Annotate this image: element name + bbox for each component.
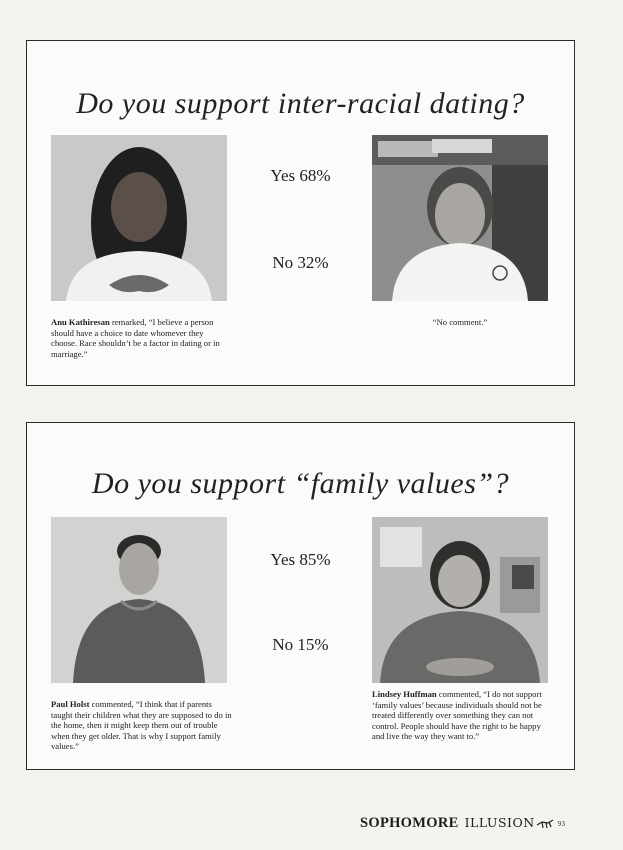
portrait-image <box>51 517 227 683</box>
yes-percentage: Yes 68% <box>270 166 331 185</box>
poll-question: Do you support inter-racial dating? <box>76 87 525 120</box>
student-photo-left <box>51 517 227 683</box>
student-photo-right <box>372 135 548 301</box>
student-name: Lindsey Huffman <box>372 689 437 699</box>
student-quote-left <box>51 317 231 359</box>
poll-panel-interracial-dating <box>26 40 575 386</box>
student-photo-right <box>372 517 548 683</box>
poll-question: Do you support “family values”? <box>91 467 510 500</box>
quote-text: commented, “I do not support ‘family values’ because individuals should not be treated differently over something they can not control. People should have the right to be happy and live the way they want to.” <box>372 689 542 741</box>
quote-text: remarked, “I believe a person should have a choice to date whomever they choose. Race shouldn’t be a factor in dating or in marriage.” <box>51 317 220 359</box>
yes-percentage: Yes 85% <box>270 550 331 569</box>
portrait-image <box>372 135 548 301</box>
portrait-image <box>372 517 548 683</box>
page-number: 93 <box>557 819 566 828</box>
quote-text: “No comment.” <box>432 317 488 327</box>
student-quote-left <box>51 699 235 752</box>
jacket-mascot-icon <box>536 819 554 829</box>
no-percentage: No 15% <box>272 635 329 654</box>
student-photo-left <box>51 135 227 301</box>
student-quote-right <box>372 689 550 742</box>
yearbook-title: ILLUSION <box>464 815 535 830</box>
student-name: Anu Kathiresan <box>51 317 110 327</box>
student-name: Paul Holst <box>51 699 90 709</box>
page-footer <box>360 815 565 832</box>
section-title: SOPHOMORE <box>360 815 459 831</box>
portrait-image <box>51 135 227 301</box>
student-quote-right <box>372 317 548 328</box>
no-percentage: No 32% <box>272 253 329 272</box>
quote-text: commented, “I think that if parents taught their children what they are supposed to do in the home, then it might keep them out of trouble when they get older. That is why I support family values.” <box>51 699 232 751</box>
poll-panel-family-values <box>26 422 575 770</box>
